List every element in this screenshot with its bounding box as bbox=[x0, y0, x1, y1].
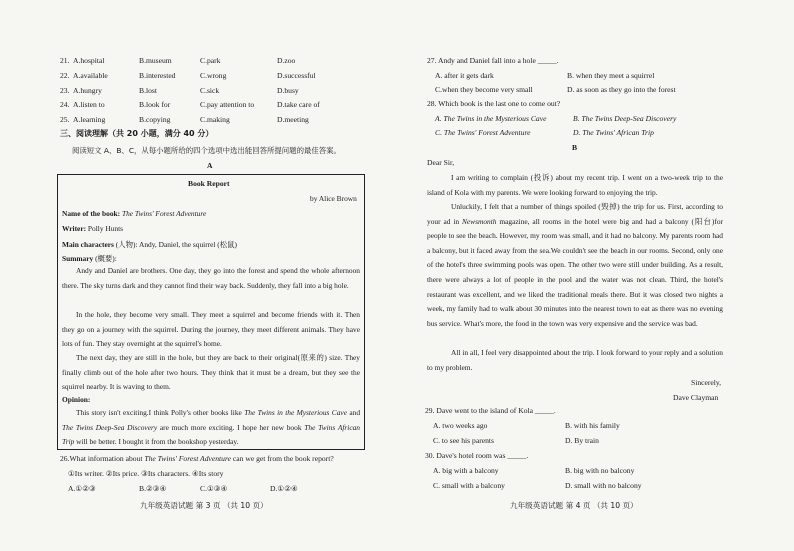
option-a: A.hospital bbox=[73, 56, 105, 65]
option-a: A.listen to bbox=[73, 100, 105, 109]
q28-stem: 28. Which book is the last one to come out? bbox=[427, 99, 561, 108]
q27-option-c: C.when they become very small bbox=[435, 85, 533, 94]
passage-b-label: B bbox=[572, 143, 578, 152]
letter-paragraph-3: All in all, I feel very disappointed about the trip. I look forward to your reply and a solution to my problem. bbox=[427, 348, 723, 372]
report-author: by Alice Brown bbox=[310, 194, 357, 203]
summary-value: (概要): bbox=[95, 254, 117, 263]
summary-paragraph-3: The next day, they are still in the hole, but they are back to their original(原来的) size. They finally climb out of the hole after two hours. They think that it must be a dream, but they see the squirrel nearby. It is waving to them. bbox=[62, 353, 360, 392]
section-title: 三、阅读理解（共 20 小题，满分 40 分） bbox=[60, 129, 214, 138]
q29-stem: 29. Dave went to the island of Kola _____. bbox=[425, 406, 556, 415]
writer-label: Writer: bbox=[62, 224, 88, 233]
q26-stem: 26.What information about The Twins' Forest Adventure can we get from the book report? bbox=[60, 454, 334, 463]
characters-value: (人物): Andy, Daniel, the squirrel (松鼠) bbox=[115, 240, 238, 249]
section-instruction: 阅读短文 A、B、C，从每小题所给的四个选项中选出能回答所提问题的最佳答案。 bbox=[72, 146, 341, 155]
q30-option-b: B. big with no balcony bbox=[565, 466, 635, 475]
q-num: 25. bbox=[60, 115, 70, 124]
page-footer-left: 九年级英语试题 第 3 页 （共 10 页） bbox=[140, 501, 268, 510]
option-a: A.available bbox=[73, 71, 108, 80]
option-d: D.zoo bbox=[277, 56, 296, 65]
letter-closing: Sincerely, bbox=[691, 378, 722, 387]
book-name-value: The Twins' Forest Adventure bbox=[121, 209, 207, 218]
option-d: D.take care of bbox=[277, 100, 320, 109]
option-c: C.sick bbox=[200, 86, 220, 95]
option-a: A.hungry bbox=[73, 86, 102, 95]
writer-line bbox=[62, 224, 123, 233]
summary-paragraph-2: In the hole, they become very small. They meet a squirrel and become friends with it. Then they go on a journey with the squirrel. During the journey, they meet different animals. They have lots of fun. They stay overnight at the squirrel's home. bbox=[62, 310, 360, 349]
q-num: 23. bbox=[60, 86, 70, 95]
page-footer-right: 九年级英语试题 第 4 页 （共 10 页） bbox=[510, 501, 638, 510]
q26-option-c: C.①③④ bbox=[200, 484, 228, 493]
letter-signature: Dave Clayman bbox=[673, 393, 719, 402]
q30-option-c: C. small with a balcony bbox=[433, 481, 505, 490]
characters-line bbox=[62, 239, 237, 250]
report-title: Book Report bbox=[188, 179, 230, 188]
q29-option-b: B. with his family bbox=[565, 421, 620, 430]
book-report-box bbox=[57, 174, 365, 450]
writer-value: Polly Hunts bbox=[87, 224, 124, 233]
option-d: D.busy bbox=[277, 86, 299, 95]
option-b: B.look for bbox=[139, 100, 171, 109]
summary-label: Summary bbox=[62, 254, 96, 263]
option-b: B.lost bbox=[139, 86, 157, 95]
right-page bbox=[397, 0, 794, 551]
q30-option-d: D. small with no balcony bbox=[565, 481, 642, 490]
q27-option-a: A. after it gets dark bbox=[435, 71, 494, 80]
q27-stem: 27. Andy and Daniel fall into a hole _____. bbox=[427, 56, 559, 65]
letter-paragraph-2: Unluckily, I felt that a number of things spoiled (毁掉) the trip for us. First, according to your ad in Newsmonth magazine, all rooms in the hotel were big and had a balcony (阳台)for people to see the beach. However, my room was small, and it had no balcony. My parents room had a balcony, but it faced away from the sea.We couldn't see the beach in our rooms. Second, only one of the hotel's three swimming pools was open. The other two were still under building. As a result, there were always a lot of people in the pool and the water was not clean. Third, the hotel's restaurant was excellent, and we liked the traditional meals there. But it was closed two nights a week, my family had to walk about 30 minutes into the nearest town to eat as there was no evening bus service. What's more, the food in the town was very expensive and the service was bad. bbox=[427, 202, 723, 328]
q30-option-a: A. big with a balcony bbox=[433, 466, 499, 475]
q27-option-b: B. when they meet a squirrel bbox=[567, 71, 655, 80]
q26-items: ①Its writer. ②Its price. ③Its characters. ④Its story bbox=[68, 469, 224, 478]
q-num: 21. bbox=[60, 56, 70, 65]
q28-option-a: A. The Twins in the Mysterious Cave bbox=[435, 114, 547, 123]
passage-a-label: A bbox=[207, 161, 213, 170]
option-c: C.wrong bbox=[200, 71, 227, 80]
option-b: B.copying bbox=[139, 115, 171, 124]
q26-option-b: B.②③④ bbox=[139, 484, 167, 493]
characters-label: Main characters bbox=[62, 240, 116, 249]
q28-option-b: B. The Twins Deep-Sea Discovery bbox=[573, 114, 677, 123]
letter-paragraph-1: I am writing to complain (投诉) about my recent trip. I went on a two-week trip to the island of Kola with my parents. We were looking forward to enjoying the trip. bbox=[427, 173, 723, 197]
option-c: C.park bbox=[200, 56, 221, 65]
option-d: D.meeting bbox=[277, 115, 309, 124]
q28-option-c: C. The Twins' Forest Adventure bbox=[435, 128, 531, 137]
q26-option-d: D.①②④ bbox=[270, 484, 298, 493]
q30-stem: 30. Dave's hotel room was _____. bbox=[425, 451, 529, 460]
option-b: B.interested bbox=[139, 71, 176, 80]
option-d: D.successful bbox=[277, 71, 316, 80]
summary-paragraph-1: Andy and Daniel are brothers. One day, they go into the forest and spend the whole afternoon there. The sky turns dark and they cannot find their way back. Suddenly, they fall into a big hole. bbox=[62, 266, 360, 290]
book-name-line bbox=[62, 209, 206, 218]
q28-option-d: D. The Twins' African Trip bbox=[573, 128, 654, 137]
option-c: C.making bbox=[200, 115, 230, 124]
q-num: 22. bbox=[60, 71, 70, 80]
option-b: B.museum bbox=[139, 56, 172, 65]
option-c: C.pay attention to bbox=[200, 100, 255, 109]
letter-greeting: Dear Sir, bbox=[427, 158, 455, 167]
summary-line bbox=[62, 253, 117, 264]
book-name-label: Name of the book: bbox=[62, 209, 122, 218]
q29-option-a: A. two weeks ago bbox=[433, 421, 488, 430]
q29-option-d: D. By train bbox=[565, 436, 599, 445]
q26-option-a: A.①②③ bbox=[68, 484, 96, 493]
opinion-paragraph: This story isn't exciting.I think Polly's other books like The Twins in the Mysterious Cave and The Twins Deep-Sea Discovery are much more exciting. I hope her new book The Twins African Trip will be better. I bought it from the bookshop yesterday. bbox=[62, 408, 361, 447]
q29-option-c: C. to see his parents bbox=[433, 436, 494, 445]
opinion-label: Opinion: bbox=[62, 395, 91, 404]
option-a: A.learning bbox=[73, 115, 106, 124]
q-num: 24. bbox=[60, 100, 70, 109]
q27-option-d: D. as soon as they go into the forest bbox=[567, 85, 676, 94]
